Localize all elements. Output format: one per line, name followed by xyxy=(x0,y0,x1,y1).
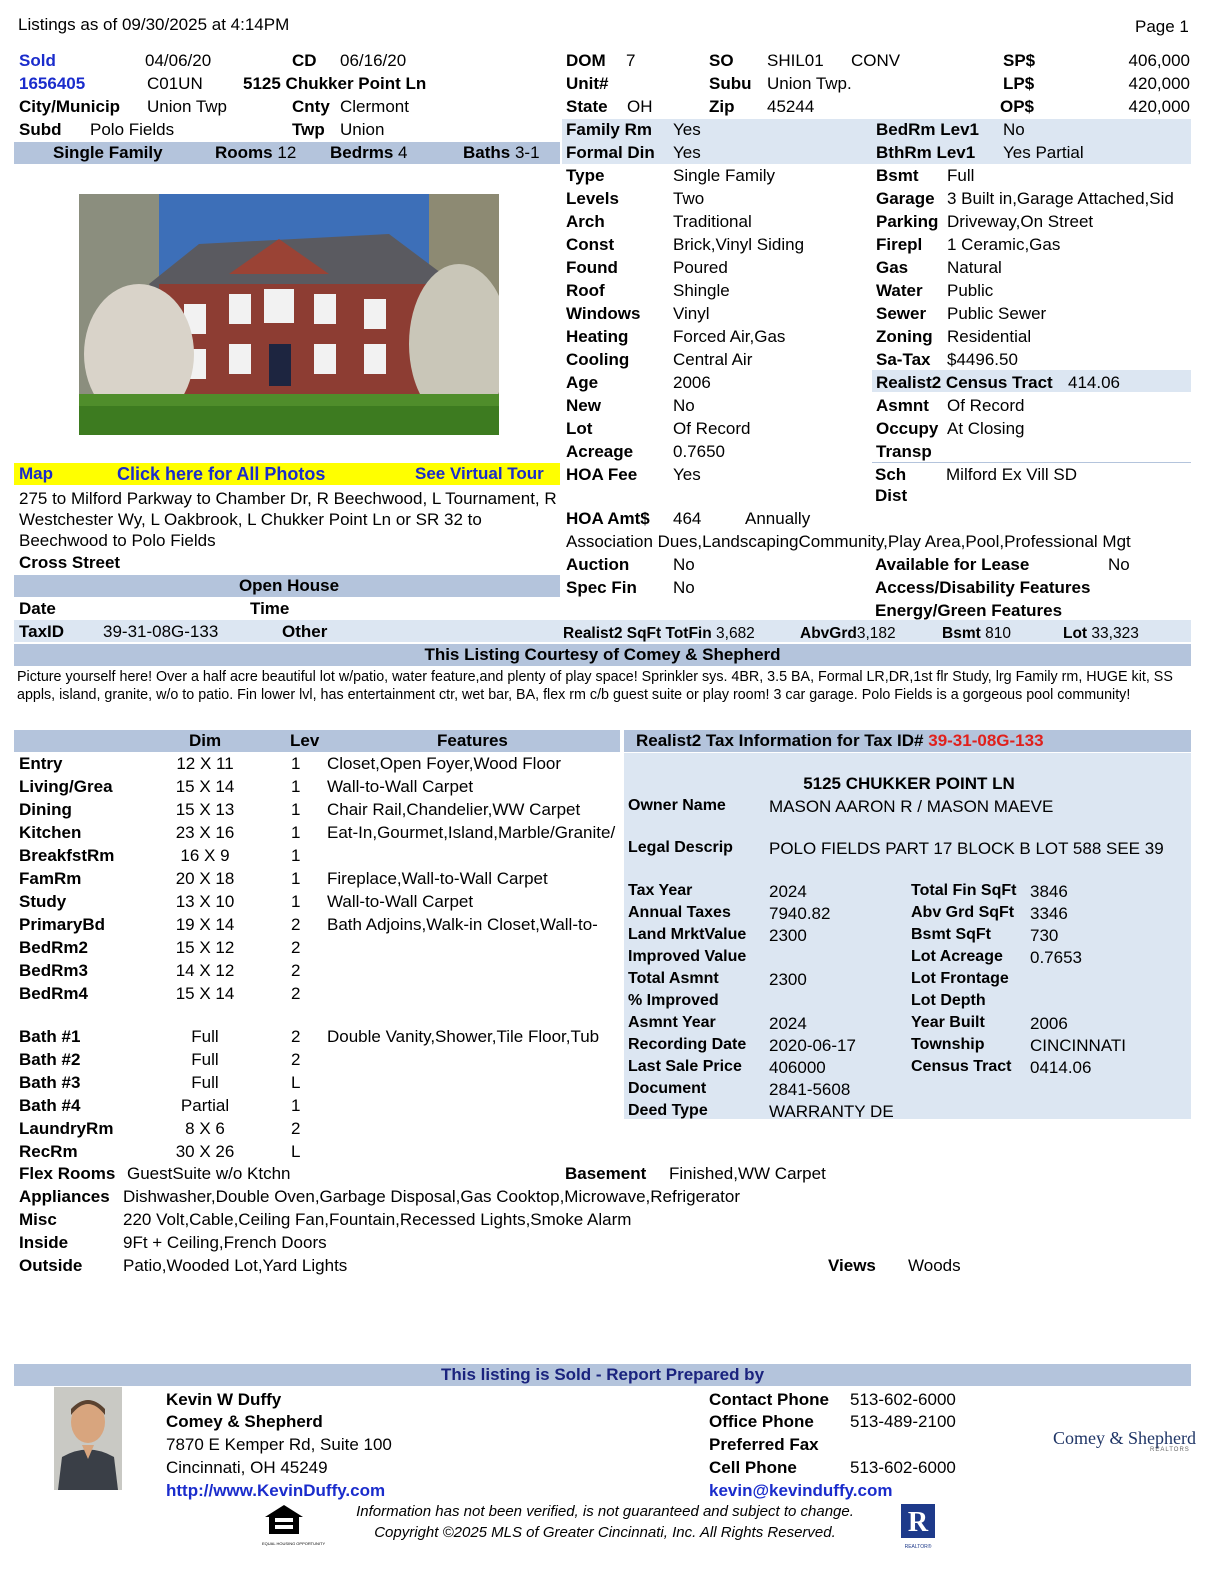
rooms-dim-header: Dim xyxy=(188,731,222,750)
room-level: 1 xyxy=(291,754,301,773)
unit-label: Unit# xyxy=(566,74,609,93)
tax-header: Realist2 Tax Information for Tax ID# 39-31-08G-133 xyxy=(636,731,1044,750)
feature-label: Lot xyxy=(566,419,593,438)
feature-value: 414.06 xyxy=(1068,373,1120,392)
hoa-fee: Yes xyxy=(673,465,701,484)
agent-name: Kevin W Duffy xyxy=(166,1390,282,1409)
basement-label: Basement xyxy=(565,1164,647,1183)
other-label: Other xyxy=(282,622,328,641)
tax-label: % Improved xyxy=(628,992,719,1009)
room-name: Bath #2 xyxy=(19,1050,81,1069)
subd-label: Subd xyxy=(19,120,62,139)
room-name: BedRm3 xyxy=(19,961,88,980)
views: Woods xyxy=(908,1256,961,1275)
feature-label: Firepl xyxy=(876,235,923,254)
room-dim: 16 X 9 xyxy=(180,846,230,865)
feature-value: Of Record xyxy=(673,419,751,438)
feature-label: Family Rm xyxy=(566,120,652,139)
cd-date: 06/16/20 xyxy=(340,51,407,70)
room-features: Double Vanity,Shower,Tile Floor,Tub xyxy=(327,1027,600,1046)
tax-value: 2020-06-17 xyxy=(769,1036,856,1055)
room-features: Fireplace,Wall-to-Wall Carpet xyxy=(327,869,548,888)
room-name: Entry xyxy=(19,754,63,773)
inside-label: Inside xyxy=(19,1233,69,1252)
hoa-association: Association Dues,LandscapingCommunity,Play Area,Pool,Professional Mgt xyxy=(566,532,1131,551)
feature-label: Gas xyxy=(876,258,909,277)
room-level: 1 xyxy=(291,800,301,819)
city-label: City/Municip xyxy=(19,97,121,116)
owner-label: Owner Name xyxy=(628,797,726,814)
twp-label: Twp xyxy=(292,120,325,139)
tax-label: Census Tract xyxy=(911,1058,1012,1075)
agent-code: C01UN xyxy=(147,74,203,93)
disclaimer-line1: Information has not been verified, is not guaranteed and subject to change. xyxy=(356,1503,854,1520)
feature-value: Yes xyxy=(673,143,701,162)
feature-label: BthRm Lev1 xyxy=(876,143,976,162)
feature-value: Poured xyxy=(673,258,728,277)
cross-street-label: Cross Street xyxy=(19,553,121,572)
dom-label: DOM xyxy=(566,51,606,70)
virtual-tour-link[interactable]: See Virtual Tour xyxy=(415,464,544,483)
op-label: OP$ xyxy=(1000,97,1035,116)
fax-label: Preferred Fax xyxy=(709,1435,819,1454)
tax-value: CINCINNATI xyxy=(1030,1036,1127,1055)
feature-value: Shingle xyxy=(673,281,730,300)
feature-label: Sewer xyxy=(876,304,927,323)
state-label: State xyxy=(566,97,608,116)
room-features: Closet,Open Foyer,Wood Floor xyxy=(327,754,562,773)
feature-value: 2006 xyxy=(673,373,711,392)
appliances-label: Appliances xyxy=(19,1187,110,1206)
flex-rooms: GuestSuite w/o Ktchn xyxy=(127,1164,291,1183)
tax-label: Tax Year xyxy=(628,882,693,899)
feature-label: Windows xyxy=(566,304,641,323)
room-level: L xyxy=(291,1142,301,1161)
room-dim: 15 X 13 xyxy=(175,800,235,819)
feature-value: At Closing xyxy=(947,419,1025,438)
subu-label: Subu xyxy=(709,74,752,93)
auction: No xyxy=(673,555,695,574)
room-level: 2 xyxy=(291,961,301,980)
flex-label: Flex Rooms xyxy=(19,1164,116,1183)
twp: Union xyxy=(340,120,385,139)
hoa-amt: 464 xyxy=(673,509,702,528)
rooms-lev-header: Lev xyxy=(290,731,320,750)
room-dim: 14 X 12 xyxy=(175,961,235,980)
feature-label: Realist2 Census Tract xyxy=(876,373,1053,392)
feature-label: Bsmt xyxy=(876,166,919,185)
hoa-frequency: Annually xyxy=(745,509,811,528)
tax-address: 5125 CHUKKER POINT LN xyxy=(803,774,1015,793)
remarks: Picture yourself here! Over a half acre beautiful lot w/patio, water feature,and plenty of play space! Sprinkler sys. 4BR, 3.5 BA, Formal LR,DR,1st flr Study, lrg Family rm, HUGE kit, SS appls, island, granite, w/o to patio. Fin lower lvl, has entertainment ctr, wet bar, BA, flex rm c/b guest suite or play room! 3 car garage. Polo Fields is a gorgeous pool community! xyxy=(17,669,1173,703)
room-level: 1 xyxy=(291,869,301,888)
room-name: Study xyxy=(19,892,67,911)
open-house-date-label: Date xyxy=(19,599,56,618)
tax-label: Last Sale Price xyxy=(628,1058,742,1075)
tax-value: 730 xyxy=(1030,926,1059,945)
room-name: BedRm2 xyxy=(19,938,88,957)
tax-label: Abv Grd SqFt xyxy=(911,904,1015,921)
tax-label: Recording Date xyxy=(628,1036,747,1053)
tax-label: Lot Frontage xyxy=(911,970,1009,987)
state: OH xyxy=(627,97,653,116)
tax-label: Bsmt SqFt xyxy=(911,926,991,943)
zip: 45244 xyxy=(767,97,815,116)
tax-label: Land MrktValue xyxy=(628,926,747,943)
property-photo[interactable] xyxy=(79,194,499,435)
feature-value: Single Family xyxy=(673,166,776,185)
spec-fin-label: Spec Fin xyxy=(566,578,637,597)
cell-phone-label: Cell Phone xyxy=(709,1458,797,1477)
room-features: Bath Adjoins,Walk-in Closet,Wall-to- xyxy=(327,915,598,934)
contact-phone-label: Contact Phone xyxy=(709,1390,829,1409)
tax-value: 0414.06 xyxy=(1030,1058,1092,1077)
courtesy: This Listing Courtesy of Comey & Shepherd xyxy=(424,645,781,664)
feature-label: Arch xyxy=(566,212,605,231)
feature-label: Sa-Tax xyxy=(876,350,931,369)
tax-value: 406000 xyxy=(769,1058,826,1077)
tax-value: 2024 xyxy=(769,1014,807,1033)
room-features: Wall-to-Wall Carpet xyxy=(327,777,474,796)
sch-label: Sch xyxy=(875,465,907,484)
room-level: 2 xyxy=(291,1119,301,1138)
tax-label: Lot Depth xyxy=(911,992,986,1009)
room-level: 1 xyxy=(291,846,301,865)
feature-value: Full xyxy=(947,166,975,185)
room-level: 2 xyxy=(291,1027,301,1046)
room-dim: Partial xyxy=(180,1096,230,1115)
room-level: 2 xyxy=(291,915,301,934)
tax-label: Lot Acreage xyxy=(911,948,1003,965)
feature-label: Water xyxy=(876,281,923,300)
tax-value: 3346 xyxy=(1030,904,1068,923)
disclaimer-line2: Copyright ©2025 MLS of Greater Cincinnati, Inc. All Rights Reserved. xyxy=(374,1524,836,1541)
school-district: Milford Ex Vill SD xyxy=(946,465,1077,484)
sqft-bsmt: Bsmt 810 xyxy=(942,625,1011,642)
taxid-label: TaxID xyxy=(19,622,65,641)
feature-value: Yes xyxy=(673,120,701,139)
feature-value: Yes Partial xyxy=(1003,143,1084,162)
list-price: 420,000 xyxy=(1128,74,1190,93)
feature-label: Age xyxy=(566,373,599,392)
room-level: 2 xyxy=(291,1050,301,1069)
feature-label: Parking xyxy=(876,212,939,231)
tax-label: Annual Taxes xyxy=(628,904,731,921)
rooms-features-header: Features xyxy=(437,731,508,750)
room-features: Eat-In,Gourmet,Island,Marble/Granite/ xyxy=(327,823,616,842)
lease-label: Available for Lease xyxy=(875,555,1030,574)
room-level: 1 xyxy=(291,777,301,796)
agent-avatar xyxy=(54,1387,122,1490)
tax-label: Deed Type xyxy=(628,1102,708,1119)
directions: 275 to Milford Parkway to Chamber Dr, R Beechwood, L Tournament, R Westchester Wy, L Oakbrook, L Chukker Point Ln or SR 32 to Beechwood to Polo Fields xyxy=(19,489,557,550)
room-dim: 15 X 14 xyxy=(175,984,235,1003)
listings-timestamp: Listings as of 09/30/2025 at 4:14PM xyxy=(18,15,290,34)
subu: Union Twp. xyxy=(767,74,852,93)
feature-value: Driveway,On Street xyxy=(947,212,1094,231)
footer-banner: This listing is Sold - Report Prepared by xyxy=(440,1365,765,1384)
address: 5125 Chukker Point Ln xyxy=(243,74,427,93)
feature-label: Transp xyxy=(876,442,932,461)
tax-value: 7940.82 xyxy=(769,904,831,923)
room-dim: 12 X 11 xyxy=(176,754,234,773)
cd-label: CD xyxy=(292,51,317,70)
room-name: FamRm xyxy=(19,869,82,888)
room-name: PrimaryBd xyxy=(19,915,105,934)
feature-value: $4496.50 xyxy=(947,350,1018,369)
dist-label: Dist xyxy=(875,486,908,505)
agent-address2: Cincinnati, OH 45249 xyxy=(166,1458,328,1477)
room-features: Chair Rail,Chandelier,WW Carpet xyxy=(327,800,581,819)
status-date: 04/06/20 xyxy=(145,51,212,70)
feature-value: Natural xyxy=(947,258,1002,277)
open-house-title: Open House xyxy=(238,576,340,595)
spec-fin: No xyxy=(673,578,695,597)
office-phone: 513-489-2100 xyxy=(850,1412,956,1431)
feature-label: Asmnt xyxy=(876,396,929,415)
room-name: Bath #3 xyxy=(19,1073,81,1092)
feature-label: Cooling xyxy=(566,350,630,369)
baths: Baths 3-1 xyxy=(463,143,540,162)
brand-logo: Comey & Shepherd xyxy=(1053,1428,1196,1448)
feature-value: Public xyxy=(947,281,994,300)
original-price: 420,000 xyxy=(1128,97,1190,116)
brand-logo-sub: REALTORS xyxy=(1150,1447,1190,1453)
room-level: 2 xyxy=(291,938,301,957)
energy-label: Energy/Green Features xyxy=(875,601,1063,620)
basement: Finished,WW Carpet xyxy=(669,1164,826,1183)
owner-name: MASON AARON R / MASON MAEVE xyxy=(769,797,1054,816)
tax-value: 2300 xyxy=(769,970,807,989)
tax-value: 2841-5608 xyxy=(769,1080,851,1099)
feature-value: Traditional xyxy=(673,212,752,231)
room-dim: 15 X 12 xyxy=(175,938,235,957)
page-number: Page 1 xyxy=(1135,17,1189,36)
feature-label: Type xyxy=(566,166,605,185)
feature-value: Of Record xyxy=(947,396,1025,415)
feature-value: Forced Air,Gas xyxy=(673,327,786,346)
all-photos-link[interactable]: Click here for All Photos xyxy=(117,464,326,484)
so-label: SO xyxy=(709,51,734,70)
feature-value: Residential xyxy=(947,327,1032,346)
city: Union Twp xyxy=(147,97,228,116)
subd: Polo Fields xyxy=(90,120,175,139)
agent-company: Comey & Shepherd xyxy=(166,1412,323,1431)
feature-label: Garage xyxy=(876,189,935,208)
dom: 7 xyxy=(626,51,636,70)
feature-value: 0.7650 xyxy=(673,442,725,461)
feature-value: Public Sewer xyxy=(947,304,1047,323)
room-dim: 20 X 18 xyxy=(175,869,235,888)
feature-label: Found xyxy=(566,258,618,277)
tax-label: Improved Value xyxy=(628,948,747,965)
realtor-text: REALTOR® xyxy=(904,1544,932,1550)
feature-value: 1 Ceramic,Gas xyxy=(947,235,1061,254)
room-dim: 23 X 16 xyxy=(175,823,235,842)
feature-label: Occupy xyxy=(876,419,939,438)
access-label: Access/Disability Features xyxy=(875,578,1091,597)
so: SHIL01 xyxy=(767,51,824,70)
sp-label: SP$ xyxy=(1003,51,1036,70)
tax-label: Total Fin SqFt xyxy=(911,882,1017,899)
sqft-abvgrd: AbvGrd3,182 xyxy=(800,625,896,642)
hoa-amt-label: HOA Amt$ xyxy=(566,509,650,528)
feature-value: Brick,Vinyl Siding xyxy=(673,235,805,254)
feature-label: Acreage xyxy=(566,442,634,461)
room-dim: Full xyxy=(191,1027,219,1046)
feature-value: No xyxy=(673,396,695,415)
tax-label: Year Built xyxy=(911,1014,985,1031)
feature-label: BedRm Lev1 xyxy=(876,120,979,139)
inside: 9Ft + Ceiling,French Doors xyxy=(123,1233,327,1252)
room-dim: 8 X 6 xyxy=(185,1119,225,1138)
tax-value: WARRANTY DE xyxy=(769,1102,894,1121)
sqft-lot: Lot 33,323 xyxy=(1063,625,1139,642)
realtor-icon xyxy=(900,1503,936,1550)
feature-label: Heating xyxy=(566,327,629,346)
room-level: 2 xyxy=(291,984,301,1003)
lease: No xyxy=(1108,555,1130,574)
open-house-time-label: Time xyxy=(250,599,290,618)
room-dim: 13 X 10 xyxy=(175,892,235,911)
room-dim: Full xyxy=(191,1073,219,1092)
status: Sold xyxy=(19,51,56,70)
room-level: 1 xyxy=(291,892,301,911)
equal-housing-text: EQUAL HOUSING OPPORTUNITY xyxy=(262,1541,326,1546)
agent-email-link[interactable]: kevin@kevinduffy.com xyxy=(709,1481,893,1500)
views-label: Views xyxy=(828,1256,876,1275)
cnty: Clermont xyxy=(340,97,409,116)
property-type: Single Family xyxy=(53,143,163,162)
room-name: Living/Grea xyxy=(19,777,113,796)
tax-label: Asmnt Year xyxy=(628,1014,716,1031)
room-level: 1 xyxy=(291,1096,301,1115)
tax-value: 2300 xyxy=(769,926,807,945)
legal-description: POLO FIELDS PART 17 BLOCK B LOT 588 SEE 39 xyxy=(769,839,1164,858)
room-name: LaundryRm xyxy=(19,1119,114,1138)
room-dim: 15 X 14 xyxy=(175,777,235,796)
room-name: Bath #4 xyxy=(19,1096,81,1115)
room-features: Wall-to-Wall Carpet xyxy=(327,892,474,911)
room-name: Dining xyxy=(19,800,72,819)
room-name: RecRm xyxy=(19,1142,78,1161)
tax-value: 2024 xyxy=(769,882,807,901)
mls-number[interactable]: 1656405 xyxy=(19,74,86,93)
room-dim: 30 X 26 xyxy=(175,1142,235,1161)
room-name: Kitchen xyxy=(19,823,82,842)
taxid-value: 39-31-08G-133 xyxy=(103,622,219,641)
so-type: CONV xyxy=(851,51,901,70)
room-level: L xyxy=(291,1073,301,1092)
map-link[interactable]: Map xyxy=(19,464,53,483)
feature-value: Two xyxy=(673,189,705,208)
bedrooms: Bedrms 4 xyxy=(330,143,408,162)
outside-label: Outside xyxy=(19,1256,83,1275)
rooms: Rooms 12 xyxy=(215,143,297,162)
office-phone-label: Office Phone xyxy=(709,1412,814,1431)
misc: 220 Volt,Cable,Ceiling Fan,Fountain,Recessed Lights,Smoke Alarm xyxy=(123,1210,632,1229)
feature-value: Vinyl xyxy=(673,304,710,323)
tax-value: 2006 xyxy=(1030,1014,1068,1033)
tax-label: Document xyxy=(628,1080,707,1097)
feature-label: Zoning xyxy=(876,327,933,346)
contact-phone: 513-602-6000 xyxy=(850,1390,956,1409)
misc-label: Misc xyxy=(19,1210,57,1229)
svg-text:R: R xyxy=(907,1507,929,1538)
sqft-totfin: Realist2 SqFt TotFin 3,682 xyxy=(563,625,755,642)
agent-photo xyxy=(54,1387,122,1490)
tax-value: 0.7653 xyxy=(1030,948,1082,967)
feature-label: Levels xyxy=(566,189,619,208)
room-dim: 19 X 14 xyxy=(175,915,235,934)
room-name: BedRm4 xyxy=(19,984,88,1003)
house-image xyxy=(79,194,499,435)
divider xyxy=(872,462,1191,463)
auction-label: Auction xyxy=(566,555,630,574)
tax-label: Total Asmnt xyxy=(628,970,719,987)
feature-value: No xyxy=(1003,120,1025,139)
appliances: Dishwasher,Double Oven,Garbage Disposal,Gas Cooktop,Microwave,Refrigerator xyxy=(123,1187,741,1206)
sold-price: 406,000 xyxy=(1128,51,1190,70)
agent-address1: 7870 E Kemper Rd, Suite 100 xyxy=(166,1435,392,1454)
tax-label: Township xyxy=(911,1036,985,1053)
cnty-label: Cnty xyxy=(292,97,330,116)
room-name: Bath #1 xyxy=(19,1027,81,1046)
feature-label: Const xyxy=(566,235,615,254)
zip-label: Zip xyxy=(709,97,735,116)
room-level: 1 xyxy=(291,823,301,842)
agent-website-link[interactable]: http://www.KevinDuffy.com xyxy=(166,1481,386,1500)
feature-value: Central Air xyxy=(673,350,753,369)
room-name: BreakfstRm xyxy=(19,846,115,865)
feature-label: Formal Din xyxy=(566,143,655,162)
legal-label: Legal Descrip xyxy=(628,839,733,856)
outside: Patio,Wooded Lot,Yard Lights xyxy=(123,1256,348,1275)
tax-value: 3846 xyxy=(1030,882,1068,901)
feature-label: Roof xyxy=(566,281,605,300)
hoa-fee-label: HOA Fee xyxy=(566,465,638,484)
feature-value: 3 Built in,Garage Attached,Sid xyxy=(947,189,1174,208)
cell-phone: 513-602-6000 xyxy=(850,1458,956,1477)
lp-label: LP$ xyxy=(1003,74,1035,93)
feature-label: New xyxy=(566,396,601,415)
room-dim: Full xyxy=(191,1050,219,1069)
